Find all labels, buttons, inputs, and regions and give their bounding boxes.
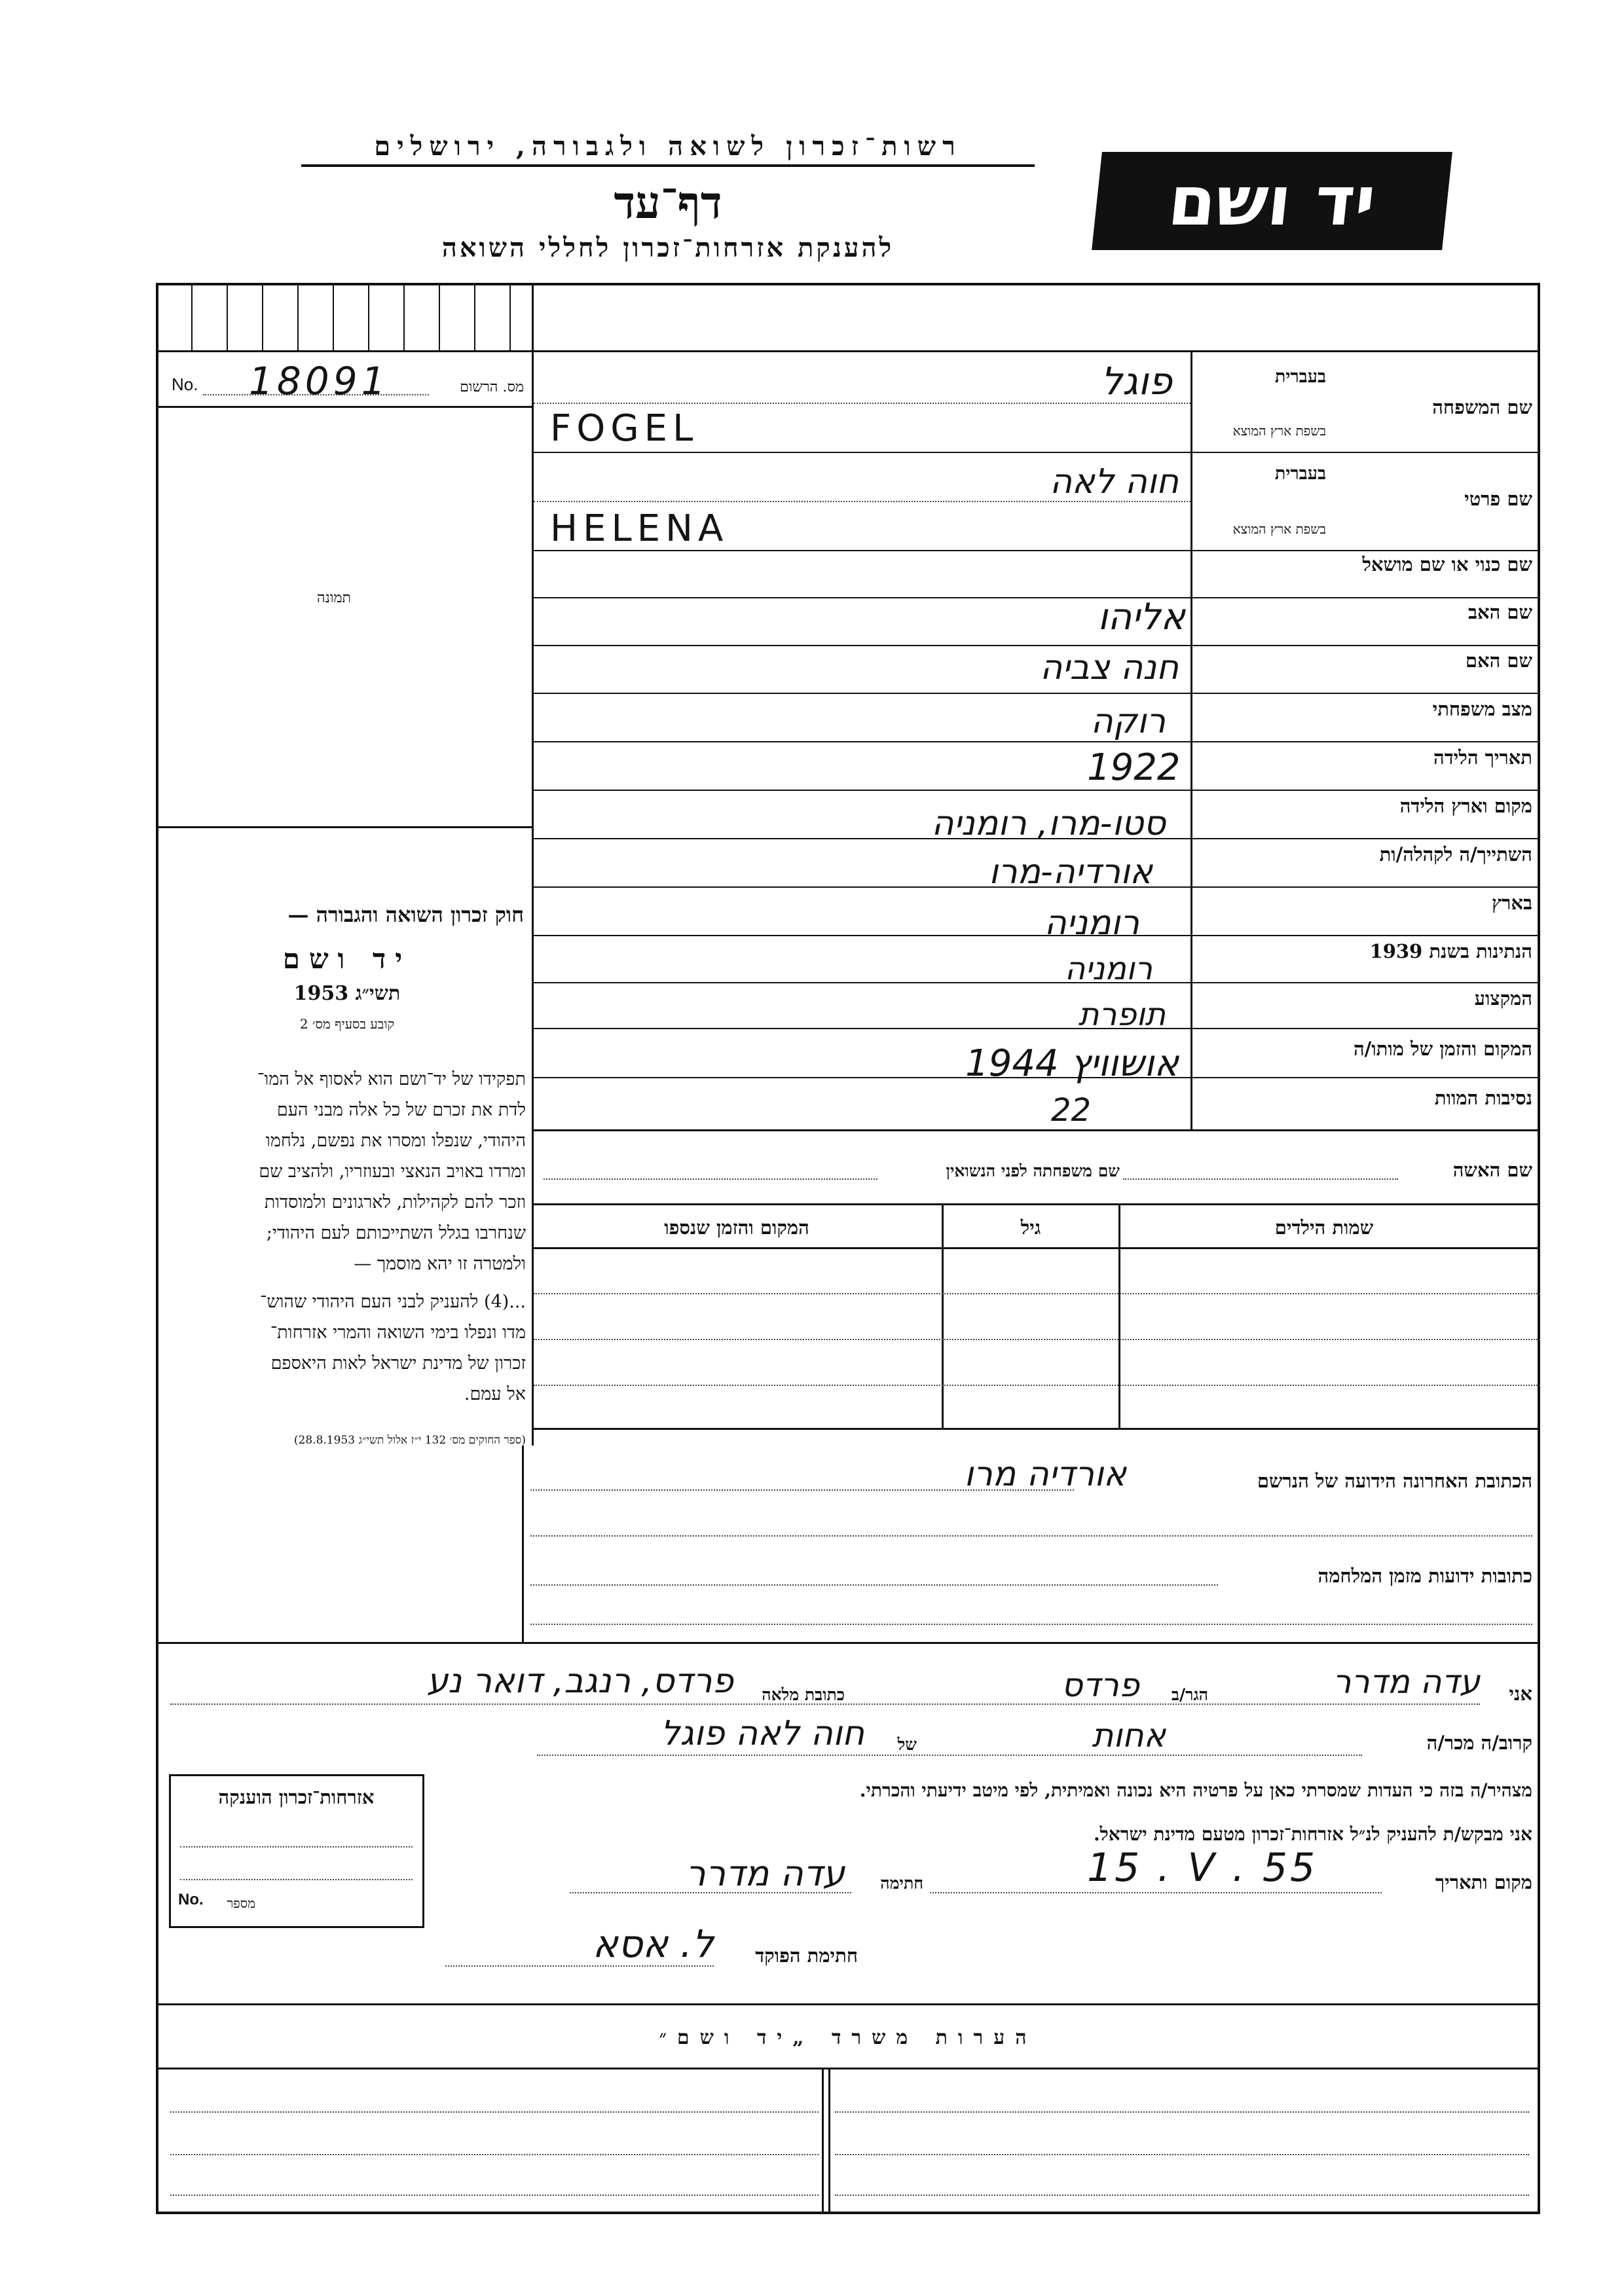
- label-signature: חתימה: [880, 1874, 923, 1893]
- label-origin-language: בשפת ארץ המוצא: [1232, 423, 1326, 439]
- box-divider: [191, 284, 193, 350]
- entry-last-address: אורדיה מרו: [964, 1455, 1126, 1494]
- label-first-name: שם פרטי: [1464, 488, 1532, 510]
- label-last-address: הכתובת האחרונה הידועה של הנרשם: [1257, 1470, 1532, 1492]
- entry-mother: חנה צביה: [1040, 648, 1179, 687]
- declaration-text: מצהיר/ה בזה כי העדות שמסרתי כאן על פרטיה היא נכונה ואמיתית, לפי מיטב ידיעתי והכרתי.: [859, 1779, 1532, 1801]
- law-paragraph-line: לדת את זכרם של כל אלה מבני העם: [276, 1100, 526, 1120]
- label-birth-place: מקום וארץ הלידה: [1399, 795, 1532, 817]
- children-header-place: המקום והזמן שנספו: [664, 1216, 809, 1239]
- label-wife: שם האשה: [1452, 1159, 1532, 1181]
- children-header-age: גיל: [1020, 1216, 1041, 1239]
- declarant-date: 15 . V . 55: [1087, 1845, 1318, 1891]
- label-divider: [1190, 350, 1192, 1129]
- entry-father: אליהו: [1098, 596, 1185, 638]
- children-bottom-line: [534, 1428, 1540, 1430]
- law-paragraph2-line: ...(4) להעניק לבני העם היהודי שהוש־: [260, 1292, 526, 1312]
- column-divider-lower: [522, 1446, 524, 1642]
- entry-birth-place: סטו-מרו, רומניה: [931, 804, 1166, 843]
- signature-dotted: [570, 1892, 851, 1893]
- entry-community: אורדיה-מרו: [989, 852, 1153, 892]
- label-maiden-name: שם משפחתה לפני הנשואין: [946, 1161, 1120, 1180]
- wife-dotted: [1123, 1178, 1398, 1180]
- label-citizenship: הנתינות בשנת 1939: [1369, 940, 1532, 962]
- law-title: חוק זכרון השואה והגבורה —: [287, 902, 524, 927]
- label-of: של: [897, 1735, 917, 1754]
- yad-vashem-logo: יד ושם: [1092, 152, 1452, 250]
- declarant-of-name: חוה לאה פוגל: [660, 1714, 864, 1753]
- registration-no-label: No.: [172, 374, 198, 394]
- entry-birth-date: 1922: [1087, 746, 1181, 789]
- label-place-date: מקום ותאריך: [1435, 1871, 1532, 1893]
- label-marital-status: מצב משפחתי: [1432, 698, 1532, 720]
- row-line: [534, 645, 1540, 646]
- date-dotted: [930, 1892, 1382, 1893]
- declarant-full-address: פרדס, רנגב, דואר נע: [426, 1662, 733, 1701]
- citizenship-number-label: מספר: [227, 1895, 255, 1911]
- wartime-dotted-2: [530, 1624, 1532, 1625]
- photo-label: תמונה: [317, 590, 351, 606]
- citizenship-no-label: No.: [178, 1891, 204, 1908]
- entry-first-name-he: חוה לאה: [1050, 462, 1179, 501]
- law-paragraph-line: וזכר להם לקהילות, לארגונים ולמוסדות: [264, 1192, 526, 1212]
- notes-center-divider: [822, 2068, 824, 2214]
- form-title: דף־עד: [614, 177, 722, 229]
- relation-dotted: [537, 1755, 1362, 1756]
- entry-death-place-time: אושוויץ 1944: [965, 1042, 1179, 1085]
- column-divider: [532, 284, 534, 1446]
- label-birth-date: תאריך הלידה: [1433, 746, 1532, 769]
- label-officer-signature: חתימת הפוקד: [755, 1944, 858, 1967]
- label-full-address: כתובת מלאה: [762, 1685, 845, 1704]
- children-row: [534, 1293, 1540, 1294]
- label-country: בארץ: [1492, 892, 1532, 914]
- box-divider: [333, 284, 334, 350]
- notes-center-divider: [828, 2068, 830, 2214]
- notes-line: [170, 2111, 819, 2113]
- address-bottom-line: [156, 1642, 1540, 1644]
- label-family-name: שם המשפחה: [1432, 396, 1532, 418]
- wartime-dotted: [530, 1584, 1218, 1586]
- law-paragraph2-line: אל עמם.: [464, 1384, 526, 1404]
- notes-line: [170, 2195, 819, 2196]
- label-nickname: שם כנוי או שם מושאל: [1362, 553, 1532, 575]
- box-divider: [297, 284, 299, 350]
- box-divider: [227, 284, 228, 350]
- box-divider: [474, 284, 475, 350]
- row-line: [534, 741, 1540, 742]
- maiden-dotted: [544, 1178, 877, 1180]
- wife-row-line: [534, 1203, 1540, 1205]
- children-row: [534, 1339, 1540, 1340]
- law-paragraph-line: היהודי, שנפלו ומסרו את נפשם, נלחמו: [265, 1131, 526, 1151]
- entry-death-age-note: 22: [1051, 1092, 1092, 1129]
- box-divider: [368, 284, 369, 350]
- registration-line: [156, 406, 532, 408]
- law-paragraph-line: ולמטרה זו יהא מוסמך —: [354, 1254, 526, 1274]
- entry-marital-status: רוקה: [1090, 702, 1166, 741]
- law-paragraph2-line: מדו ונפלו בימי השואה והמרי אזרחות־: [270, 1322, 526, 1343]
- entry-country: רומניה: [1044, 903, 1139, 943]
- declarant-signature: עדה מדרר: [686, 1853, 845, 1894]
- entry-family-name-origin: FOGEL: [550, 407, 699, 450]
- officer-signature: ל. אסא: [592, 1922, 714, 1966]
- photo-bottom-line: [156, 826, 532, 828]
- notes-line: [835, 2154, 1529, 2155]
- law-clause: קובע בסעיף מס׳ 2: [299, 1016, 395, 1032]
- declarant-relation: אחות: [1092, 1717, 1166, 1755]
- registration-number: 18091: [249, 359, 390, 403]
- declarant-name: עדה מדרר: [1333, 1663, 1480, 1701]
- label-resident: הגר/ב: [1171, 1685, 1208, 1704]
- form-subtitle: להענקת אזרחות־זכרון לחללי השואה: [441, 232, 895, 263]
- law-paragraph-line: ומרדו באויב הנאצי ובעוזריו, ולהציב שם: [259, 1161, 526, 1182]
- declarant-resident-place: פרדס: [1061, 1666, 1139, 1704]
- notes-divider: [156, 2068, 1540, 2069]
- row-line: [534, 1129, 1540, 1131]
- declarant-dotted: [170, 1704, 1480, 1705]
- label-father: שם האב: [1467, 601, 1532, 623]
- law-paragraph-line: שנחרבו בגלל השתייכותם לעם היהודי;: [266, 1223, 526, 1243]
- label-mother: שם האם: [1465, 649, 1532, 672]
- label-community: השתייך/ה לקהלה/ות: [1379, 843, 1532, 866]
- law-citation: (ספר החוקים מס׳ 132 י״ז אלול תשי״ג 28.8.1953): [293, 1434, 526, 1447]
- top-row-line: [156, 350, 1540, 352]
- row-line: [534, 790, 1540, 791]
- registration-he-label: מס. הרשום: [460, 379, 524, 395]
- label-profession: המקצוע: [1474, 987, 1532, 1010]
- citizenship-box-title: אזרחות־זכרון הוענקה: [218, 1786, 375, 1808]
- row-line: [534, 550, 1540, 551]
- label-ani: אני: [1509, 1683, 1532, 1705]
- row-line: [534, 693, 1540, 694]
- row-line: [534, 452, 1540, 453]
- entry-family-name-he: פוגל: [1101, 359, 1172, 403]
- entry-profession: תופרת: [1078, 996, 1166, 1033]
- notes-line: [835, 2111, 1529, 2113]
- authority-title: רשות־זכרון לשואה ולגבורה, ירושלים: [301, 131, 1035, 167]
- label-wartime-addresses: כתובות ידועות מזמן המלחמה: [1318, 1565, 1532, 1587]
- children-col-divider: [942, 1203, 944, 1428]
- notes-line: [835, 2195, 1529, 2196]
- officer-dotted: [445, 1965, 714, 1967]
- label-death-place-time: המקום והזמן של מותו/ה: [1353, 1038, 1532, 1060]
- last-address-dotted-2: [530, 1535, 1532, 1537]
- declarant-bottom-line: [156, 2003, 1540, 2005]
- box-divider: [262, 284, 263, 350]
- request-text: אני מבקש/ת להעניק לנ״ל אזרחות־זכרון מטעם מדינת ישראל.: [1093, 1823, 1532, 1845]
- label-in-hebrew: בעברית: [1274, 367, 1326, 387]
- notes-line: [170, 2154, 819, 2155]
- law-paragraph2-line: זכרון של מדינת ישראל לאות היאספם: [270, 1353, 526, 1374]
- children-row: [534, 1385, 1540, 1386]
- law-year: תשי״ג 1953: [293, 982, 401, 1005]
- office-notes-title: הערות משרד „יד ושם״: [659, 2026, 1037, 2049]
- label-in-hebrew-2: בעברית: [1274, 464, 1326, 484]
- entry-first-name-origin: HELENA: [550, 507, 729, 550]
- entry-citizenship: רומניה: [1064, 951, 1153, 987]
- box-divider: [403, 284, 405, 350]
- citizenship-dotted-2: [180, 1879, 413, 1880]
- law-paragraph-line: תפקידו של יד־ושם הוא לאסוף אל המו־: [257, 1069, 526, 1089]
- label-origin-language-2: בשפת ארץ המוצא: [1232, 521, 1326, 537]
- law-name: יד ושם: [282, 943, 412, 975]
- children-col-divider: [1118, 1203, 1120, 1428]
- label-relation: קרוב/ה מכר/ה: [1426, 1732, 1532, 1754]
- box-divider: [439, 284, 440, 350]
- box-divider: [509, 284, 511, 350]
- citizenship-dotted: [180, 1846, 413, 1848]
- children-header-line: [534, 1247, 1540, 1249]
- children-header-names: שמות הילדים: [1274, 1216, 1374, 1239]
- label-death-circumstances: נסיבות המוות: [1434, 1087, 1532, 1109]
